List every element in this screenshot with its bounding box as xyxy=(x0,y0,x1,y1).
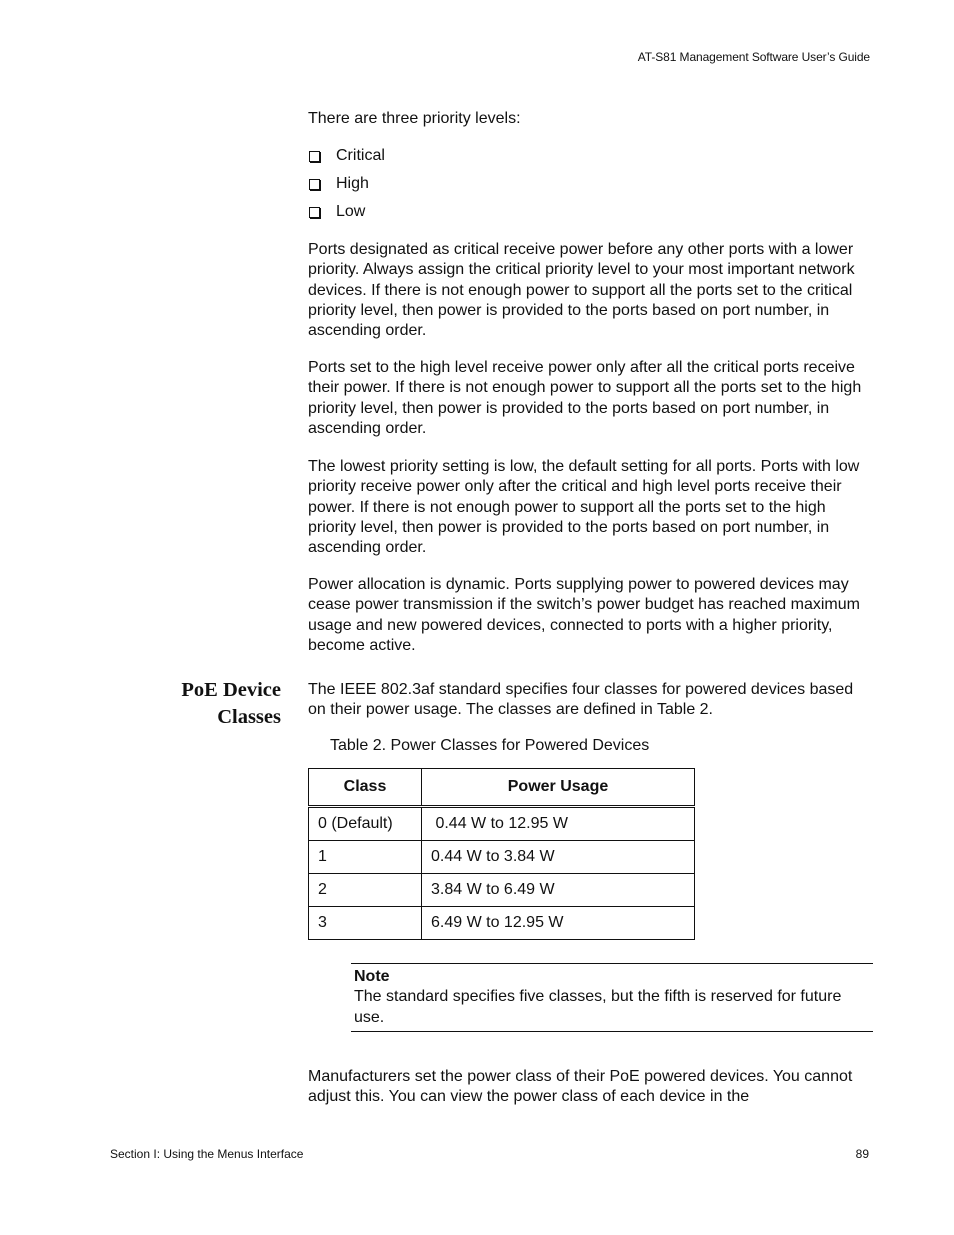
closing-paragraph xyxy=(308,1067,870,1108)
list-item-label: Critical xyxy=(336,147,385,164)
high-paragraph xyxy=(308,358,870,439)
note-title: Note xyxy=(354,968,390,985)
power-classes-table xyxy=(308,768,695,940)
table-cell: 0 (Default) xyxy=(309,807,422,841)
paragraph-text: The lowest priority setting is low, the default setting for all ports. Ports with low priority receive power only after the critical and high level ports receive their power. If there is not enough power to support all the ports set to the high priority level, then power is provided to the ports based on port number, in ascending order. xyxy=(308,458,860,557)
section-heading xyxy=(150,677,281,731)
paragraph-text: Ports set to the high level receive power only after all the critical ports receive their power. If there is not enough power to support all the ports set to the high priority level, then power is provided to the ports based on port number, in ascending order. xyxy=(308,359,862,437)
footer-section-title: Section I: Using the Menus Interface xyxy=(110,1147,304,1161)
table-header-row xyxy=(309,769,695,807)
table-cell: 3 xyxy=(309,907,422,940)
section-heading-line1: PoE Device xyxy=(181,679,281,701)
table-cell: 3.84 W to 6.49 W xyxy=(422,874,695,907)
note-text: The standard specifies five classes, but the fifth is reserved for future use. xyxy=(354,988,842,1026)
dynamic-paragraph xyxy=(308,575,870,656)
table-cell: 6.49 W to 12.95 W xyxy=(422,907,695,940)
section-intro xyxy=(308,680,870,721)
list-item xyxy=(308,202,385,230)
list-item xyxy=(308,146,385,174)
priority-level-list xyxy=(308,146,385,230)
paragraph-text: The IEEE 802.3af standard specifies four classes for powered devices based on their power usage. The classes are defined in Table 2. xyxy=(308,681,854,719)
low-paragraph xyxy=(308,457,870,558)
checkbox-bullet-icon xyxy=(309,207,320,218)
section-heading-line2: Classes xyxy=(217,706,281,728)
table-caption: Table 2. Power Classes for Powered Devices xyxy=(330,737,650,754)
note-box xyxy=(351,963,873,1032)
page-number: 89 xyxy=(855,1147,869,1161)
table-row xyxy=(309,874,695,907)
table-cell: 2 xyxy=(309,874,422,907)
running-header: AT-S81 Management Software User’s Guide xyxy=(637,50,870,64)
list-item xyxy=(308,174,385,202)
table-row xyxy=(309,907,695,940)
checkbox-bullet-icon xyxy=(309,151,320,162)
critical-paragraph xyxy=(308,240,870,341)
checkbox-bullet-icon xyxy=(309,179,320,190)
intro-text xyxy=(308,109,870,129)
column-header-class: Class xyxy=(309,769,422,807)
paragraph-text: Power allocation is dynamic. Ports supplying power to powered devices may cease power transmission if the switch’s power budget has reached maximum usage and new powered devices, connected to ports with a higher priority, become active. xyxy=(308,576,860,654)
table-cell: 0.44 W to 3.84 W xyxy=(422,841,695,874)
table-row xyxy=(309,807,695,841)
table-cell: 1 xyxy=(309,841,422,874)
list-item-label: Low xyxy=(336,203,366,220)
column-header-power-usage: Power Usage xyxy=(422,769,695,807)
table-cell: 0.44 W to 12.95 W xyxy=(422,807,695,841)
table-row xyxy=(309,841,695,874)
paragraph-text: Ports designated as critical receive power before any other ports with a lower priority. Always assign the critical priority level to your most important network devices. If there is not enough power to support all the ports set to the critical priority level, then power is provided to the ports based on port number, in ascending order. xyxy=(308,241,855,340)
list-item-label: High xyxy=(336,175,369,192)
paragraph-text: Manufacturers set the power class of their PoE powered devices. You cannot adjust this. You can view the power class of each device in the xyxy=(308,1068,853,1106)
intro-sentence: There are three priority levels: xyxy=(308,110,521,127)
